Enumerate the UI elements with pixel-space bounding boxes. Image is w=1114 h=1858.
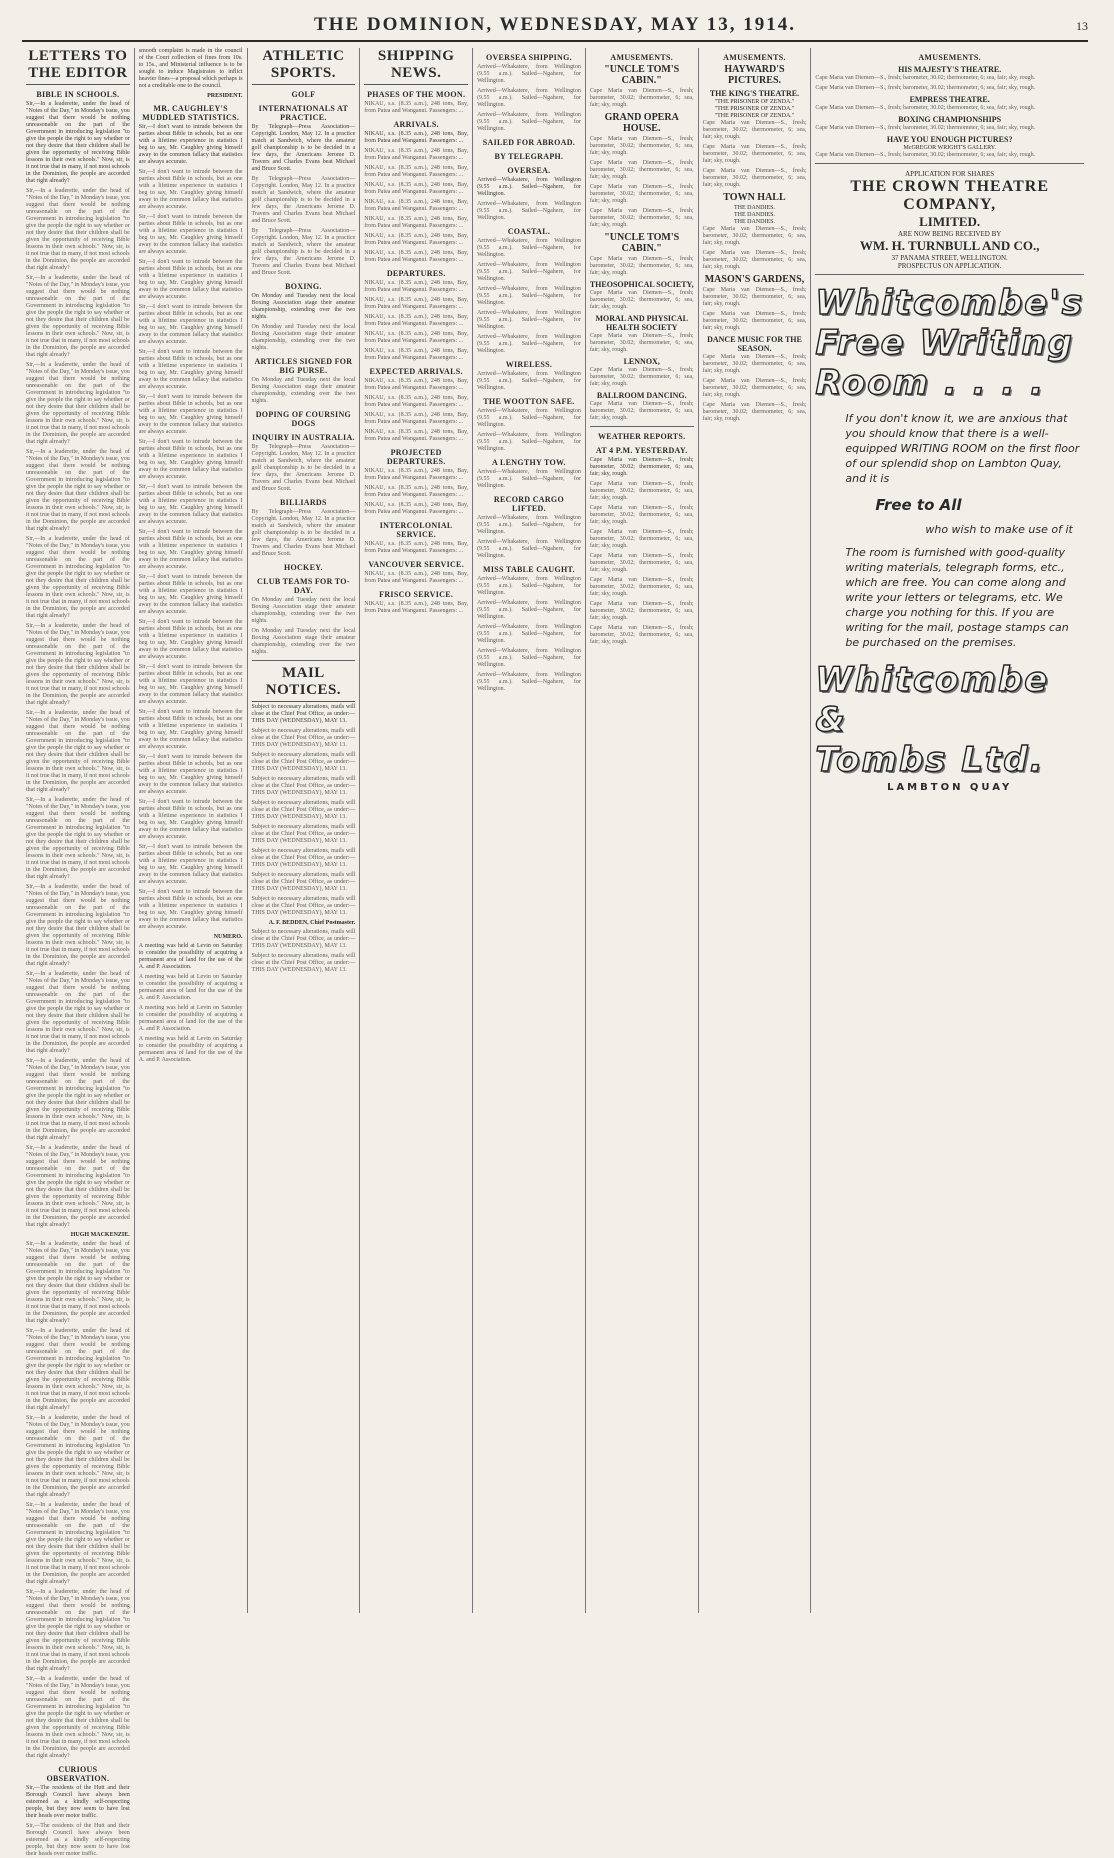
shipping-item: NIKAU, s.s. (8.35 a.m.), 248 tons, Bay, from Patea and Wanganui. Passengers: ... (364, 199, 469, 212)
ad-copy: Cape Maria van Diemen—S., fresh; barometer, 30.02; thermometer, 6; sea, fair; sky, rough. (702, 378, 807, 398)
weather-report: Cape Maria van Diemen—S., fresh; barometer, 30.02; thermometer, 6; sea, fair; sky, rough. (589, 625, 694, 645)
ballroom-ad: BALLROOM DANCING. (596, 391, 687, 400)
shipping-item: Arrived—Whakatere, from Wellington (9.55 a.m.). Sailed—Ngahere, for Wellington. (477, 88, 581, 108)
whitcombe-name-1: Whitcombe & (815, 660, 1050, 740)
ad-copy: Cape Maria van Diemen—S., fresh; barometer, 30.02; thermometer, 6; sea, fair; sky, rough. (589, 160, 694, 180)
shipping-item: NIKAU, s.s. (8.35 a.m.), 248 tons, Bay, from Patea and Wanganui. Passengers: ... (364, 182, 469, 195)
letter-continued: Sir,—In a leaderette, under the head of "Notes of the Day," in Monday's issue, you suggest that there would be nothing unreasonable on the part of the Government in introducing legislation "to give the people the right to say whether or not they desire that their children shall be given the opportunity of receiving Bible lessons in their own schools." Now, sir, is it not true that in many, if not most schools in the Dominion, the people are accorded that right already? (26, 362, 130, 445)
column-letters (22, 48, 135, 1857)
crown-address: 37 PANAMA STREET, WELLINGTON. (891, 254, 1008, 262)
boxing-championships-ad: BOXING CHAMPIONSHIPS (898, 115, 1002, 124)
shipping-item: NIKAU, s.s. (8.35 a.m.), 248 tons, Bay, from Patea and Wanganui. Passengers: ... (364, 297, 469, 310)
weather-report: Cape Maria van Diemen—S., fresh; barometer, 30.02; thermometer, 6; sea, fair; sky, rough. (589, 601, 694, 621)
letter-continued: Sir,—The residents of the Hutt and their Borough Council have always been esteemed as a kindly self-respecting people, but they now seem to have lost their heads over motor traffic. (26, 1823, 130, 1857)
letter-continued: Sir,—In a leaderette, under the head of "Notes of the Day," in Monday's issue, you suggest that there would be nothing unreasonable on the part of the Government in introducing legislation "to give the people the right to say whether or not they desire that their children shall be given the opportunity of receiving Bible lessons in their own schools." Now, sir, is it not true that in many, if not most schools in the Dominion, the people are accorded that right already? (26, 1328, 130, 1411)
boxing-article: On Monday and Tuesday next the local Boxing Association stage their amateur championship, extending over the two nights. (251, 293, 356, 320)
weather-report: Cape Maria van Diemen—S., fresh; barometer, 30.02; thermometer, 6; sea, fair; sky, rough. (589, 577, 694, 597)
shipping-item: Arrived—Whakatere, from Wellington (9.55 a.m.). Sailed—Ngahere, for Wellington. (477, 371, 581, 391)
shipping-item: NIKAU, s.s. (8.35 a.m.), 248 tons, Bay, from Patea and Wanganui. Passengers: ... (364, 148, 469, 161)
shipping-item: NIKAU, s.s. (8.35 a.m.), 248 tons, Bay, from Patea and Wanganui. Passengers: ... (364, 468, 469, 481)
whitcombe-title-3: Room . . . . (815, 363, 1046, 403)
shipping-item: Arrived—Whakatere, from Wellington (9.55 a.m.). Sailed—Ngahere, for Wellington. (477, 624, 581, 644)
golf-article: By Telegraph—Press Association—Copyright. London, May 12. In a practice match at Sandwich, where the amateur golf championship is to be decided in a few days, the Americans Jerome D. Travers and Charles Evans beat Michael and Bruce Scott. (251, 124, 356, 172)
letter-continued: Sir,—In a leaderette, under the head of "Notes of the Day," in Monday's issue, you suggest that there would be nothing unreasonable on the part of the Government in introducing legislation "to give the people the right to say whether or not they desire that their children shall be given the opportunity of receiving Bible lessons in their own schools." Now, sir, is it not true that in many, if not most schools in the Dominion, the people are accorded that right already? (26, 797, 130, 880)
weather-subheading: AT 4 P.M. YESTERDAY. (595, 446, 688, 455)
column-amusements-1 (586, 48, 699, 1613)
purse-heading: ARTICLES SIGNED FOR BIG PURSE. (254, 357, 353, 375)
letter-intro: smooth complaint is made in the council of the Court collection of fines from 10s. to 15s., and Ministerial influence is to be sought to induce Magistrates to inflict heavier fines—a proposal which perhaps is not a creditable one to the council. (138, 48, 243, 89)
intercolonial-heading: INTERCOLONIAL SERVICE. (379, 521, 453, 539)
ad-copy: Cape Maria van Diemen—S., fresh; barometer, 30.02; thermometer, 6; sea, fair; sky, rough. (815, 75, 1036, 81)
application-line: APPLICATION FOR SHARES (905, 170, 995, 178)
weather-heading: WEATHER REPORTS. (597, 432, 686, 441)
letter-continued: Sir,—In a leaderette, under the head of "Notes of the Day," in Monday's issue, you suggest that there would be nothing unreasonable on the part of the Government in introducing legislation "to give the people the right to say whether or not they desire that their children shall be given the opportunity of receiving Bible lessons in their own schools." Now, sir, is it not true that in many, if not most schools in the Dominion, the people are accorded that right already? (26, 623, 130, 706)
ad-copy: Cape Maria van Diemen—S., fresh; barometer, 30.02; thermometer, 6; sea, fair; sky, rough. (702, 311, 807, 331)
hockey-heading: HOCKEY. (283, 563, 323, 572)
crown-receiving: ARE NOW BEING RECEIVED BY (898, 230, 1002, 238)
letter-continued: Sir,—In a leaderette, under the head of "Notes of the Day," in Monday's issue, you suggest that there would be nothing unreasonable on the part of the Government in introducing legislation "to give the people the right to say whether or not they desire that their children shall be given the opportunity of receiving Bible lessons in their own schools." Now, sir, is it not true that in many, if not most schools in the Dominion, the people are accorded that right already? (26, 536, 130, 619)
weather-report: Cape Maria van Diemen—S., fresh; barometer, 30.02; thermometer, 6; sea, fair; sky, rough. (589, 457, 694, 477)
shipping-item: NIKAU, s.s. (8.35 a.m.), 248 tons, Bay, from Patea and Wanganui. Passengers: ... (364, 541, 469, 554)
letter-signature: PRESIDENT. (207, 93, 243, 99)
article-continued: A meeting was held at Levin on Saturday to consider the possibility of acquiring a permanent area of land for the use of the A. and P. Association. (138, 1036, 243, 1063)
divider (590, 426, 694, 427)
page-number: 13 (1076, 19, 1088, 33)
shipping-item: NIKAU, s.s. (8.35 a.m.), 248 tons, Bay, from Patea and Wanganui. Passengers: ... (364, 216, 469, 229)
mail-continued: Subject to necessary alterations, mails will close at the Chief Post Office, as under:— THIS DAY (WEDNESDAY), MAY 13. (251, 824, 356, 844)
shipping-item: Arrived—Whakatere, from Wellington (9.55 a.m.). Sailed—Ngahere, for Wellington. (477, 600, 581, 620)
article-continued: A meeting was held at Levin on Saturday to consider the possibility of acquiring a permanent area of land for the use of the A. and P. Association. (138, 974, 243, 1001)
article-continued: On Monday and Tuesday next the local Boxing Association stage their amateur championship, extending over the two nights. (251, 628, 356, 655)
uncle-tom-ad-2: "UNCLE TOM'S CABIN." (604, 232, 680, 254)
frisco-heading: FRISCO SERVICE. (379, 590, 454, 599)
shipping-item: NIKAU, s.s. (8.35 a.m.), 248 tons, Bay, from Patea and Wanganui. Passengers: ... (364, 314, 469, 327)
projected-heading: PROJECTED DEPARTURES. (386, 448, 446, 466)
dandies-line: THE DANDIES. (733, 212, 775, 218)
letters-heading: LETTERS TO THE EDITOR (26, 48, 130, 85)
letter-continued: Sir,—I don't want to intrude between the parties about Bible in schools, but as one with a lifetime experience in statistics I beg to say, Mr. Caughley giving himself away to the common fallacy that statistics are always accurate. (138, 394, 243, 435)
billiards-heading: BILLIARDS (280, 498, 327, 507)
whitcombe-free-sub: who wish to make use of it (925, 523, 1073, 536)
coursing-subheading: INQUIRY IN AUSTRALIA. (251, 433, 355, 442)
shipping-item: Arrived—Whakatere, from Wellington (9.55 a.m.). Sailed—Ngahere, for Wellington. (477, 432, 581, 452)
golf-heading: GOLF (291, 90, 316, 99)
shipping-item: NIKAU, s.s. (8.35 a.m.), 248 tons, Bay, from Patea and Wanganui. Passengers: ... (364, 331, 469, 344)
ad-copy: Cape Maria van Diemen—S., fresh; barometer, 30.02; thermometer, 6; sea, fair; sky, rough. (702, 402, 807, 422)
record-heading: RECORD CARGO LIFTED. (493, 495, 564, 513)
letter-continued: Sir,—I don't want to intrude between the parties about Bible in schools, but as one with a lifetime experience in statistics I beg to say, Mr. Caughley giving himself away to the common fallacy that statistics are always accurate. (138, 529, 243, 570)
sailed-heading: SAILED FOR ABROAD. (482, 138, 576, 147)
bible-letter: Sir,—In a leaderette, under the head of "Notes of the Day," in Monday's issue, you suggest that there would be nothing unreasonable on the part of the Government in introducing legislation "to give the people the right to say whether or not they desire that their children shall be given the opportunity of receiving Bible lessons in their own schools." Now, sir, is it not true that in many, if not most schools in the Dominion, the people are accorded that right already? (26, 101, 130, 184)
crown-theatre-ad (815, 170, 1084, 270)
caughley-heading: MR. CAUGHLEY'S MUDDLED STATISTICS. (142, 104, 240, 122)
coastal-heading: COASTAL. (507, 227, 551, 236)
caughley-letter: Sir,—I don't want to intrude between the parties about Bible in schools, but as one with a lifetime experience in statistics I beg to say, Mr. Caughley giving himself away to the common fallacy that statistics are always accurate. (138, 124, 243, 165)
shipping-item: Arrived—Whakatere, from Wellington (9.55 a.m.). Sailed—Ngahere, for Wellington. (477, 648, 581, 668)
moon-heading: PHASES OF THE MOON. (367, 90, 466, 99)
column-amusements-3 (811, 48, 1088, 1613)
wireless-heading: WIRELESS. (505, 360, 553, 369)
letter-continued: Sir,—In a leaderette, under the head of "Notes of the Day," in Monday's issue, you suggest that there would be nothing unreasonable on the part of the Government in introducing legislation "to give the people the right to say whether or not they desire that their children shall be given the opportunity of receiving Bible lessons in their own schools." Now, sir, is it not true that in many, if not most schools in the Dominion, the people are accorded that right already? (26, 188, 130, 271)
shipping-item: Arrived—Whakatere, from Wellington (9.55 a.m.). Sailed—Ngahere, for Wellington. (477, 515, 581, 535)
article-continued: By Telegraph—Press Association—Copyright. London, May 12. In a practice match at Sandwich, where the amateur golf championship is to be decided in a few days, the Americans Jerome D. Travers and Charles Evans beat Michael and Bruce Scott. (251, 444, 356, 492)
letter-continued: Sir,—I don't want to intrude between the parties about Bible in schools, but as one with a lifetime experience in statistics I beg to say, Mr. Caughley giving himself away to the common fallacy that statistics are always accurate. (138, 259, 243, 300)
ad-copy: Cape Maria van Diemen—S., fresh; barometer, 30.02; thermometer, 6; sea, fair; sky, rough. (589, 290, 694, 310)
amusements-heading: AMUSEMENTS. (723, 53, 786, 62)
ad-copy: Cape Maria van Diemen—S., fresh; barometer, 30.02; thermometer, 6; sea, fair; sky, rough. (702, 168, 807, 188)
article-continued: A meeting was held at Levin on Saturday to consider the possibility of acquiring a permanent area of land for the use of the A. and P. Association. (138, 1005, 243, 1032)
hayward-ad: HAYWARD'S PICTURES. (724, 64, 785, 86)
shipping-item: NIKAU, s.s. (8.35 a.m.), 248 tons, Bay, from Patea and Wanganui. Passengers: ... (364, 280, 469, 293)
letter-continued: Sir,—In a leaderette, under the head of "Notes of the Day," in Monday's issue, you suggest that there would be nothing unreasonable on the part of the Government in introducing legislation "to give the people the right to say whether or not they desire that their children shall be given the opportunity of receiving Bible lessons in their own schools." Now, sir, is it not true that in many, if not most schools in the Dominion, the people are accorded that right already? (26, 1589, 130, 1672)
letter-continued: Sir,—I don't want to intrude between the parties about Bible in schools, but as one with a lifetime experience in statistics I beg to say, Mr. Caughley giving himself away to the common fallacy that statistics are always accurate. (138, 574, 243, 615)
telegraph-heading: BY TELEGRAPH. (494, 152, 564, 161)
ad-copy: Cape Maria van Diemen—S., fresh; barometer, 30.02; thermometer, 6; sea, fair; sky, rough. (589, 208, 694, 228)
curious-letter: Sir,—The residents of the Hutt and their Borough Council have always been esteemed as a kindly self-respecting people, but they now seem to have lost their heads over motor traffic. (26, 1785, 130, 1819)
whitcombe-body-2: The room is furnished with good-quality writing materials, telegraph forms, etc., which are free. You can come along and write your letters or telegrams, etc. We charge you nothing for this. If you are writing for the mail, postage stamps can be purchased on the premises. (845, 546, 1069, 649)
curious-heading: CURIOUS OBSERVATION. (46, 1765, 110, 1783)
ad-copy: Cape Maria van Diemen—S., fresh; barometer, 30.02; thermometer, 6; sea, fair; sky, rough. (815, 85, 1036, 91)
letter-continued: Sir,—In a leaderette, under the head of "Notes of the Day," in Monday's issue, you suggest that there would be nothing unreasonable on the part of the Government in introducing legislation "to give the people the right to say whether or not they desire that their children shall be given the opportunity of receiving Bible lessons in their own schools." Now, sir, is it not true that in many, if not most schools in the Dominion, the people are accorded that right already? (26, 449, 130, 532)
crown-company-name: THE CROWN THEATRE COMPANY, (850, 178, 1049, 213)
shipping-item: NIKAU, s.s. (8.35 a.m.), 248 tons, Bay, from Patea and Wanganui. Passengers: ... (364, 233, 469, 246)
shipping-item: Arrived—Whakatere, from Wellington (9.55 a.m.). Sailed—Ngahere, for Wellington. (477, 334, 581, 354)
mail-notices: Subject to necessary alterations, mails will close at the Chief Post Office, as under:— THIS DAY (WEDNESDAY), MAY 13. (251, 704, 356, 724)
empress-theatre-ad: EMPRESS THEATRE. (909, 95, 990, 104)
letter-continued: Sir,—I don't want to intrude between the parties about Bible in schools, but as one with a lifetime experience in statistics I beg to say, Mr. Caughley giving himself away to the common fallacy that statistics are always accurate. (138, 844, 243, 885)
shipping-item: NIKAU, s.s. (8.35 a.m.), 248 tons, Bay, from Patea and Wanganui. Passengers: ... (364, 502, 469, 515)
pictures-ad: HAVE YOU ENOUGH PICTURES? (886, 135, 1013, 144)
letter-continued: Sir,—I don't want to intrude between the parties about Bible in schools, but as one with a lifetime experience in statistics I beg to say, Mr. Caughley giving himself away to the common fallacy that statistics are always accurate. (138, 754, 243, 795)
mail-continued: Subject to necessary alterations, mails will close at the Chief Post Office, as under:— THIS DAY (WEDNESDAY), MAY 13. (251, 728, 356, 748)
ad-copy: Cape Maria van Diemen—S., fresh; barometer, 30.02; thermometer, 6; sea, fair; sky, rough. (589, 367, 694, 387)
shipping-item: Arrived—Whakatere, from Wellington (9.55 a.m.). Sailed—Ngahere, for Wellington. (477, 310, 581, 330)
letter-signature: NUMERO. (213, 934, 243, 940)
weather-report: Cape Maria van Diemen—S., fresh; barometer, 30.02; thermometer, 6; sea, fair; sky, rough. (589, 553, 694, 573)
whitcombe-body: If you don't know it, we are anxious that you should know that there is a well-equipped WRITING ROOM on the first floor of our splendid shop on Lambton Quay, and it is (845, 412, 1080, 485)
ad-copy: Cape Maria van Diemen—S., fresh; barometer, 30.02; thermometer, 6; sea, fair; sky, rough. (589, 401, 694, 421)
ad-copy: Cape Maria van Diemen—S., fresh; barometer, 30.02; thermometer, 6; sea, fair; sky, rough. (702, 287, 807, 307)
shipping-item: NIKAU, s.s. (8.35 a.m.), 248 tons, Bay, from Patea and Wanganui. Passengers: ... (364, 101, 469, 114)
masthead-title: THE DOMINION, WEDNESDAY, MAY 13, 1914. (314, 14, 796, 35)
uncle-tom-ad: "UNCLE TOM'S CABIN." (604, 64, 680, 86)
article-continued: By Telegraph—Press Association—Copyright. London, May 12. In a practice match at Sandwich, where the amateur golf championship is to be decided in a few days, the Americans Jerome D. Travers and Charles Evans beat Michael and Bruce Scott. (251, 509, 356, 557)
letter-continued: Sir,—In a leaderette, under the head of "Notes of the Day," in Monday's issue, you suggest that there would be nothing unreasonable on the part of the Government in introducing legislation "to give the people the right to say whether or not they desire that their children shall be given the opportunity of receiving Bible lessons in their own schools." Now, sir, is it not true that in many, if not most schools in the Dominion, the people are accorded that right already? (26, 710, 130, 793)
town-hall-ad: TOWN HALL (723, 192, 786, 203)
mail-continued: Subject to necessary alterations, mails will close at the Chief Post Office, as under:— THIS DAY (WEDNESDAY), MAY 13. (251, 872, 356, 892)
ad-copy: Cape Maria van Diemen—S., fresh; barometer, 30.02; thermometer, 6; sea, fair; sky, rough. (702, 120, 807, 140)
shipping-item: NIKAU, s.s. (8.35 a.m.), 248 tons, Bay, from Patea and Wanganui. Passengers: ... (364, 131, 469, 144)
shipping-item: Arrived—Whakatere, from Wellington (9.55 a.m.). Sailed—Ngahere, for Wellington. (477, 469, 581, 489)
column-letters-2 (135, 48, 248, 1613)
article-continued: By Telegraph—Press Association—Copyright. London, May 12. In a practice match at Sandwich, where the amateur golf championship is to be decided in a few days, the Americans Jerome D. Travers and Charles Evans beat Michael and Bruce Scott. (251, 176, 356, 224)
article-continued: On Monday and Tuesday next the local Boxing Association stage their amateur championship, extending over the two nights. (251, 597, 356, 624)
dandies-line: THE DANDIES. (733, 205, 775, 211)
zenda-line: "THE PRISONER OF ZENDA." (714, 99, 795, 105)
shipping-item: Arrived—Whakatere, from Wellington (9.55 a.m.). Sailed—Ngahere, for Wellington. (477, 286, 581, 306)
amusements-heading: AMUSEMENTS. (610, 53, 674, 62)
whitcombe-free: Free to All (875, 496, 962, 514)
ad-copy: Cape Maria van Diemen—S., fresh; barometer, 30.02; thermometer, 6; sea, fair; sky, rough. (589, 88, 694, 108)
ad-copy: Cape Maria van Diemen—S., fresh; barometer, 30.02; thermometer, 6; sea, fair; sky, rough. (589, 256, 694, 276)
letter-continued: Sir,—I don't want to intrude between the parties about Bible in schools, but as one with a lifetime experience in statistics I beg to say, Mr. Caughley giving himself away to the common fallacy that statistics are always accurate. (138, 214, 243, 255)
letter-continued: Sir,—I don't want to intrude between the parties about Bible in schools, but as one with a lifetime experience in statistics I beg to say, Mr. Caughley giving himself away to the common fallacy that statistics are always accurate. (138, 889, 243, 930)
letter-continued: Sir,—In a leaderette, under the head of "Notes of the Day," in Monday's issue, you suggest that there would be nothing unreasonable on the part of the Government in introducing legislation "to give the people the right to say whether or not they desire that their children shall be given the opportunity of receiving Bible lessons in their own schools." Now, sir, is it not true that in many, if not most schools in the Dominion, the people are accorded that right already? (26, 884, 130, 967)
shipping-item: NIKAU, s.s. (8.35 a.m.), 248 tons, Bay, from Patea and Wanganui. Passengers: ... (364, 601, 469, 614)
lennox-ad: LENNOX, (623, 357, 660, 366)
mail-continued: Subject to necessary alterations, mails will close at the Chief Post Office, as under:— THIS DAY (WEDNESDAY), MAY 13. (251, 953, 356, 973)
divider (815, 163, 1084, 164)
ad-copy: Cape Maria van Diemen—S., fresh; barometer, 30.02; thermometer, 6; sea, fair; sky, rough. (815, 105, 1036, 111)
shipping-item: NIKAU, s.s. (8.35 a.m.), 248 tons, Bay, from Patea and Wanganui. Passengers: ... (364, 412, 469, 425)
mail-continued: Subject to necessary alterations, mails will close at the Chief Post Office, as under:— THIS DAY (WEDNESDAY), MAY 13. (251, 752, 356, 772)
shipping-item: NIKAU, s.s. (8.35 a.m.), 248 tons, Bay, from Patea and Wanganui. Passengers: ... (364, 395, 469, 408)
shipping-item: Arrived—Whakatere, from Wellington (9.55 a.m.). Sailed—Ngahere, for Wellington. (477, 539, 581, 559)
whitcombe-ad (815, 283, 1084, 793)
ad-copy: Cape Maria van Diemen—S., fresh; barometer, 30.02; thermometer, 6; sea, fair; sky, rough. (702, 226, 807, 246)
column-sports (248, 48, 361, 1613)
zenda-line: "THE PRISONER OF ZENDA." (714, 106, 795, 112)
shipping-heading: SHIPPING NEWS. (364, 48, 468, 85)
departures-heading: DEPARTURES. (386, 269, 446, 278)
majesty-theatre-ad: HIS MAJESTY'S THEATRE. (898, 65, 1002, 74)
boxing-heading: BOXING. (285, 282, 322, 291)
postmaster-signature: A. F. BEDDEN, Chief Postmaster. (268, 920, 356, 926)
shipping-item: NIKAU, s.s. (8.35 a.m.), 248 tons, Bay, from Patea and Wanganui. Passengers: ... (364, 250, 469, 263)
shipping-item: Arrived—Whakatere, from Wellington (9.55 a.m.). Sailed—Ngahere, for Wellington. (477, 576, 581, 596)
coursing-heading: DOPING OF COURSING DOGS (255, 410, 352, 428)
shipping-item: Arrived—Whakatere, from Wellington (9.55 a.m.). Sailed—Ngahere, for Wellington. (477, 262, 581, 282)
oversea-heading: OVERSEA. (507, 166, 551, 175)
whitcombe-address: LAMBTON QUAY (887, 782, 1013, 793)
letter-continued: Sir,—I don't want to intrude between the parties about Bible in schools, but as one with a lifetime experience in statistics I beg to say, Mr. Caughley giving himself away to the common fallacy that statistics are always accurate. (138, 439, 243, 480)
golf-subheading: INTERNATIONALS AT PRACTICE. (258, 104, 349, 122)
letter-continued: Sir,—In a leaderette, under the head of "Notes of the Day," in Monday's issue, you suggest that there would be nothing unreasonable on the part of the Government in introducing legislation "to give the people the right to say whether or not they desire that their children shall be given the opportunity of receiving Bible lessons in their own schools." Now, sir, is it not true that in many, if not most schools in the Dominion, the people are accorded that right already? (26, 1415, 130, 1498)
gallery-line: McGREGOR WRIGHT'S GALLERY. (903, 145, 996, 151)
article-continued: On Monday and Tuesday next the local Boxing Association stage their amateur championship, extending over the two nights. (251, 324, 356, 351)
letter-continued: Sir,—I don't want to intrude between the parties about Bible in schools, but as one with a lifetime experience in statistics I beg to say, Mr. Caughley giving himself away to the common fallacy that statistics are always accurate. (138, 619, 243, 660)
shipping-item: NIKAU, s.s. (8.35 a.m.), 248 tons, Bay, from Patea and Wanganui. Passengers: ... (364, 571, 469, 584)
letter-continued: Sir,—In a leaderette, under the head of "Notes of the Day," in Monday's issue, you suggest that there would be nothing unreasonable on the part of the Government in introducing legislation "to give the people the right to say whether or not they desire that their children shall be given the opportunity of receiving Bible lessons in their own schools." Now, sir, is it not true that in many, if not most schools in the Dominion, the people are accorded that right already? (26, 1502, 130, 1585)
letter-continued: Sir,—I don't want to intrude between the parties about Bible in schools, but as one with a lifetime experience in statistics I beg to say, Mr. Caughley giving himself away to the common fallacy that statistics are always accurate. (138, 799, 243, 840)
kings-theatre-ad: THE KING'S THEATRE. (709, 89, 800, 98)
shipping-item: Arrived—Whakatere, from Wellington (9.55 a.m.). Sailed—Ngahere, for Wellington. (477, 177, 581, 197)
levin-article: A meeting was held at Levin on Saturday to consider the possibility of acquiring a permanent area of land for the use of the A. and P. Association. (138, 943, 243, 970)
letter-signature: HUGH MACKENZIE. (70, 1232, 130, 1238)
crown-limited: LIMITED. (919, 214, 981, 229)
weather-report: Cape Maria van Diemen—S., fresh; barometer, 30.02; thermometer, 6; sea, fair; sky, rough. (589, 529, 694, 549)
divider (252, 660, 356, 661)
letter-continued: Sir,—In a leaderette, under the head of "Notes of the Day," in Monday's issue, you suggest that there would be nothing unreasonable on the part of the Government in introducing legislation "to give the people the right to say whether or not they desire that their children shall be given the opportunity of receiving Bible lessons in their own schools." Now, sir, is it not true that in many, if not most schools in the Dominion, the people are accorded that right already? (26, 1058, 130, 1141)
mail-continued: Subject to necessary alterations, mails will close at the Chief Post Office, as under:— THIS DAY (WEDNESDAY), MAY 13. (251, 896, 356, 916)
masthead (22, 14, 1088, 42)
letter-continued: Sir,—I don't want to intrude between the parties about Bible in schools, but as one with a lifetime experience in statistics I beg to say, Mr. Caughley giving himself away to the common fallacy that statistics are always accurate. (138, 484, 243, 525)
letter-continued: Sir,—In a leaderette, under the head of "Notes of the Day," in Monday's issue, you suggest that there would be nothing unreasonable on the part of the Government in introducing legislation "to give the people the right to say whether or not they desire that their children shall be given the opportunity of receiving Bible lessons in their own schools." Now, sir, is it not true that in many, if not most schools in the Dominion, the people are accorded that right already? (26, 1145, 130, 1228)
ad-copy: Cape Maria van Diemen—S., fresh; barometer, 30.02; thermometer, 6; sea, fair; sky, rough. (589, 136, 694, 156)
shipping-item: Arrived—Whakatere, from Wellington (9.55 a.m.). Sailed—Ngahere, for Wellington. (477, 201, 581, 221)
arrivals-heading: ARRIVALS. (393, 120, 439, 129)
mail-continued: Subject to necessary alterations, mails will close at the Chief Post Office, as under:— THIS DAY (WEDNESDAY), MAY 13. (251, 776, 356, 796)
article-continued: By Telegraph—Press Association—Copyright. London, May 12. In a practice match at Sandwich, where the amateur golf championship is to be decided in a few days, the Americans Jerome D. Travers and Charles Evans beat Michael and Bruce Scott. (251, 228, 356, 276)
crown-prospectus: PROSPECTUS ON APPLICATION. (897, 262, 1002, 270)
mail-heading: MAIL NOTICES. (252, 665, 356, 702)
table-heading: MISS TABLE CAUGHT. (483, 565, 575, 574)
zenda-line: "THE PRISONER OF ZENDA." (714, 113, 795, 119)
shipping-item: Arrived—Whakatere, from Wellington (9.55 a.m.). Sailed—Ngahere, for Wellington. (477, 112, 581, 132)
sports-heading: ATHLETIC SPORTS. (252, 48, 356, 85)
ad-copy: Cape Maria van Diemen—S., fresh; barometer, 30.02; thermometer, 6; sea, fair; sky, rough. (589, 184, 694, 204)
hockey-subheading: CLUB TEAMS FOR TO-DAY. (257, 577, 350, 595)
column-oversea (473, 48, 586, 1613)
letter-continued: Sir,—In a leaderette, under the head of "Notes of the Day," in Monday's issue, you suggest that there would be nothing unreasonable on the part of the Government in introducing legislation "to give the people the right to say whether or not they desire that their children shall be given the opportunity of receiving Bible lessons in their own schools." Now, sir, is it not true that in many, if not most schools in the Dominion, the people are accorded that right already? (26, 1241, 130, 1324)
weather-report: Cape Maria van Diemen—S., fresh; barometer, 30.02; thermometer, 6; sea, fair; sky, rough. (589, 505, 694, 525)
letter-continued: Sir,—In a leaderette, under the head of "Notes of the Day," in Monday's issue, you suggest that there would be nothing unreasonable on the part of the Government in introducing legislation "to give the people the right to say whether or not they desire that their children shall be given the opportunity of receiving Bible lessons in their own schools." Now, sir, is it not true that in many, if not most schools in the Dominion, the people are accorded that right already? (26, 1676, 130, 1759)
mail-continued: Subject to necessary alterations, mails will close at the Chief Post Office, as under:— THIS DAY (WEDNESDAY), MAY 13. (251, 800, 356, 820)
vancouver-heading: VANCOUVER SERVICE. (368, 560, 464, 569)
shipping-item: NIKAU, s.s. (8.35 a.m.), 248 tons, Bay, from Patea and Wanganui. Passengers: ... (364, 429, 469, 442)
shipping-item: NIKAU, s.s. (8.35 a.m.), 248 tons, Bay, from Patea and Wanganui. Passengers: ... (364, 348, 469, 361)
shipping-item: Arrived—Whakatere, from Wellington (9.55 a.m.). Sailed—Ngahere, for Wellington. (477, 64, 581, 84)
letter-continued: Sir,—I don't want to intrude between the parties about Bible in schools, but as one with a lifetime experience in statistics I beg to say, Mr. Caughley giving himself away to the common fallacy that statistics are always accurate. (138, 304, 243, 345)
tow-heading: A LENGTHY TOW. (492, 458, 566, 467)
ad-copy: Cape Maria van Diemen—S., fresh; barometer, 30.02; thermometer, 6; sea, fair; sky, rough. (702, 250, 807, 270)
theosophical-ad: THEOSOPHICAL SOCIETY, (589, 280, 694, 289)
ad-copy: Cape Maria van Diemen—S., fresh; barometer, 30.02; thermometer, 6; sea, fair; sky, rough. (589, 333, 694, 353)
weather-report: Cape Maria van Diemen—S., fresh; barometer, 30.02; thermometer, 6; sea, fair; sky, rough. (589, 481, 694, 501)
letter-continued: Sir,—I don't want to intrude between the parties about Bible in schools, but as one with a lifetime experience in statistics I beg to say, Mr. Caughley giving himself away to the common fallacy that statistics are always accurate. (138, 169, 243, 210)
letter-continued: Sir,—In a leaderette, under the head of "Notes of the Day," in Monday's issue, you suggest that there would be nothing unreasonable on the part of the Government in introducing legislation "to give the people the right to say whether or not they desire that their children shall be given the opportunity of receiving Bible lessons in their own schools." Now, sir, is it not true that in many, if not most schools in the Dominion, the people are accorded that right already? (26, 971, 130, 1054)
grand-opera-ad: GRAND OPERA HOUSE. (604, 112, 679, 134)
shipping-item: NIKAU, s.s. (8.35 a.m.), 248 tons, Bay, from Patea and Wanganui. Passengers: ... (364, 378, 469, 391)
whitcombe-name-2: Tombs Ltd. (815, 740, 1045, 780)
shipping-item: NIKAU, s.s. (8.35 a.m.), 248 tons, Bay, from Patea and Wanganui. Passengers: ... (364, 165, 469, 178)
mail-continued: Subject to necessary alterations, mails will close at the Chief Post Office, as under:— THIS DAY (WEDNESDAY), MAY 13. (251, 848, 356, 868)
whitcombe-title-1: Whitcombe's (815, 283, 1084, 323)
ad-copy: Cape Maria van Diemen—S., fresh; barometer, 30.02; thermometer, 6; sea, fair; sky, rough. (702, 144, 807, 164)
shipping-item: Arrived—Whakatere, from Wellington (9.55 a.m.). Sailed—Ngahere, for Wellington. (477, 408, 581, 428)
mail-continued: Subject to necessary alterations, mails will close at the Chief Post Office, as under:— THIS DAY (WEDNESDAY), MAY 13. (251, 929, 356, 949)
letter-continued: Sir,—I don't want to intrude between the parties about Bible in schools, but as one with a lifetime experience in statistics I beg to say, Mr. Caughley giving himself away to the common fallacy that statistics are always accurate. (138, 709, 243, 750)
ad-copy: Cape Maria van Diemen—S., fresh; barometer, 30.02; thermometer, 6; sea, fair; sky, rough. (815, 125, 1036, 131)
shipping-item: Arrived—Whakatere, from Wellington (9.55 a.m.). Sailed—Ngahere, for Wellington. (477, 672, 581, 692)
letter-continued: Sir,—I don't want to intrude between the parties about Bible in schools, but as one with a lifetime experience in statistics I beg to say, Mr. Caughley giving himself away to the common fallacy that statistics are always accurate. (138, 664, 243, 705)
divider (815, 274, 1084, 275)
columns (22, 48, 1088, 1857)
column-shipping (360, 48, 473, 1613)
wootton-heading: THE WOOTTON SAFE. (483, 397, 575, 406)
column-amusements-2 (699, 48, 812, 1613)
expected-heading: EXPECTED ARRIVALS. (369, 367, 463, 376)
whitcombe-title-2: Free Writing (815, 323, 1074, 363)
shipping-item: NIKAU, s.s. (8.35 a.m.), 248 tons, Bay, from Patea and Wanganui. Passengers: ... (364, 485, 469, 498)
letter-continued: Sir,—I don't want to intrude between the parties about Bible in schools, but as one with a lifetime experience in statistics I beg to say, Mr. Caughley giving himself away to the common fallacy that statistics are always accurate. (138, 349, 243, 390)
dandies-line: THE DANDIES. (733, 219, 775, 225)
ad-copy: Cape Maria van Diemen—S., fresh; barometer, 30.02; thermometer, 6; sea, fair; sky, rough. (702, 354, 807, 374)
bible-heading: BIBLE IN SCHOOLS. (36, 90, 120, 99)
oversea-shipping-heading: OVERSEA SHIPPING. (485, 53, 572, 62)
article-continued: On Monday and Tuesday next the local Boxing Association stage their amateur championship, extending over the two nights. (251, 377, 356, 404)
crown-agent: WM. H. TURNBULL AND CO., (859, 238, 1040, 253)
amusements-heading: AMUSEMENTS. (918, 53, 981, 62)
masons-gardens-ad: MASON'S GARDENS, (704, 274, 805, 285)
letter-continued: Sir,—In a leaderette, under the head of "Notes of the Day," in Monday's issue, you suggest that there would be nothing unreasonable on the part of the Government in introducing legislation "to give the people the right to say whether or not they desire that their children shall be given the opportunity of receiving Bible lessons in their own schools." Now, sir, is it not true that in many, if not most schools in the Dominion, the people are accorded that right already? (26, 275, 130, 358)
moral-society-ad: MORAL AND PHYSICAL HEALTH SOCIETY (595, 314, 688, 332)
shipping-item: Arrived—Whakatere, from Wellington (9.55 a.m.). Sailed—Ngahere, for Wellington. (477, 238, 581, 258)
ad-copy: Cape Maria van Diemen—S., fresh; barometer, 30.02; thermometer, 6; sea, fair; sky, rough. (815, 152, 1036, 158)
dance-music-ad: DANCE MUSIC FOR THE SEASON. (707, 335, 802, 353)
